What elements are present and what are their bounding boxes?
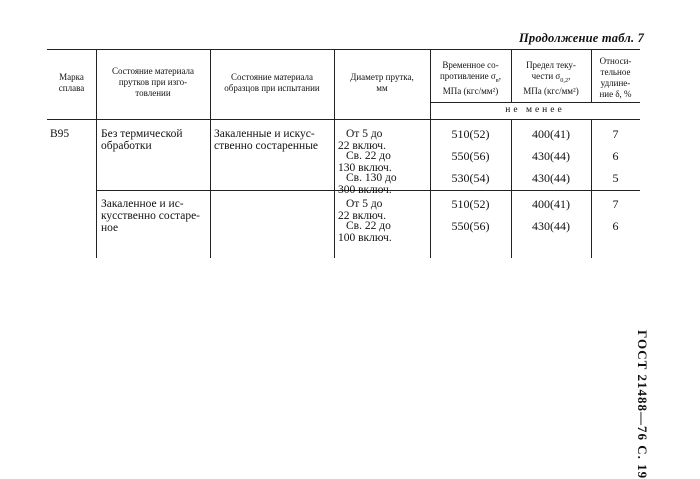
table-top-rule	[47, 49, 640, 50]
yield-g2-r1: 400(41)	[532, 197, 570, 211]
tensile-g2-r1: 510(52)	[451, 197, 490, 211]
diameter-g1-r2: Св. 22 до 130 включ.	[338, 150, 392, 174]
header-sample-state: Состояние материала образцов при испытании	[224, 72, 320, 93]
page-running-header: ГОСТ 21488—76 С. 19	[635, 330, 650, 479]
diameter-g1-r1: От 5 до 22 включ.	[338, 128, 386, 152]
rod-state-1: Без термической обработки	[101, 128, 183, 152]
tensile-g2-r2: 550(56)	[451, 219, 490, 233]
header-diameter: Диаметр прутка, мм	[350, 72, 414, 93]
group-divider-rule-2	[430, 190, 640, 191]
elong-g1-r1: 7	[612, 127, 619, 141]
diameter-g2-r1: От 5 до 22 включ.	[338, 198, 386, 222]
yield-g1-r3: 430(44)	[532, 171, 570, 185]
header-tensile-strength: Временное со- противление $\sigma_в$, МПа (кгс/мм²)	[439, 60, 502, 96]
header-elongation: Относи- тельное удлине- ние δ, %	[599, 56, 632, 99]
alloy-name: В95	[50, 128, 70, 140]
elong-g2-r1: 7	[612, 197, 619, 211]
yield-g1-r1: 400(41)	[532, 127, 570, 141]
header-min-label: не менее	[505, 105, 565, 115]
rod-state-2: Закаленное и ис- кусственно состаре- ное	[101, 198, 201, 234]
header-rod-state: Состояние материала прутков при изго- товлении	[111, 66, 195, 98]
tensile-g1-r1: 510(52)	[451, 127, 490, 141]
yield-g1-r2: 430(44)	[532, 149, 570, 163]
elong-g2-r2: 6	[612, 219, 619, 233]
min-label-rule	[430, 102, 640, 103]
diameter-g1-r3: Св. 130 до 300 включ.	[338, 172, 397, 196]
diameter-g2-r2: Св. 22 до 100 включ.	[338, 220, 392, 244]
tensile-g1-r3: 530(54)	[451, 171, 490, 185]
elong-g1-r2: 6	[612, 149, 619, 163]
sample-state-1: Закаленные и искус- ственно состаренные	[214, 128, 319, 152]
header-bottom-rule	[47, 119, 640, 120]
table-caption: Продолжение табл. 7	[519, 31, 645, 45]
yield-g2-r2: 430(44)	[532, 219, 570, 233]
header-yield-strength: Предел теку- чести $\sigma_{0,2}$, МПа (кгс/мм²)	[523, 60, 579, 96]
elong-g1-r3: 5	[612, 171, 619, 185]
header-alloy: Марка сплава	[58, 72, 85, 93]
tensile-g1-r2: 550(56)	[451, 149, 490, 163]
